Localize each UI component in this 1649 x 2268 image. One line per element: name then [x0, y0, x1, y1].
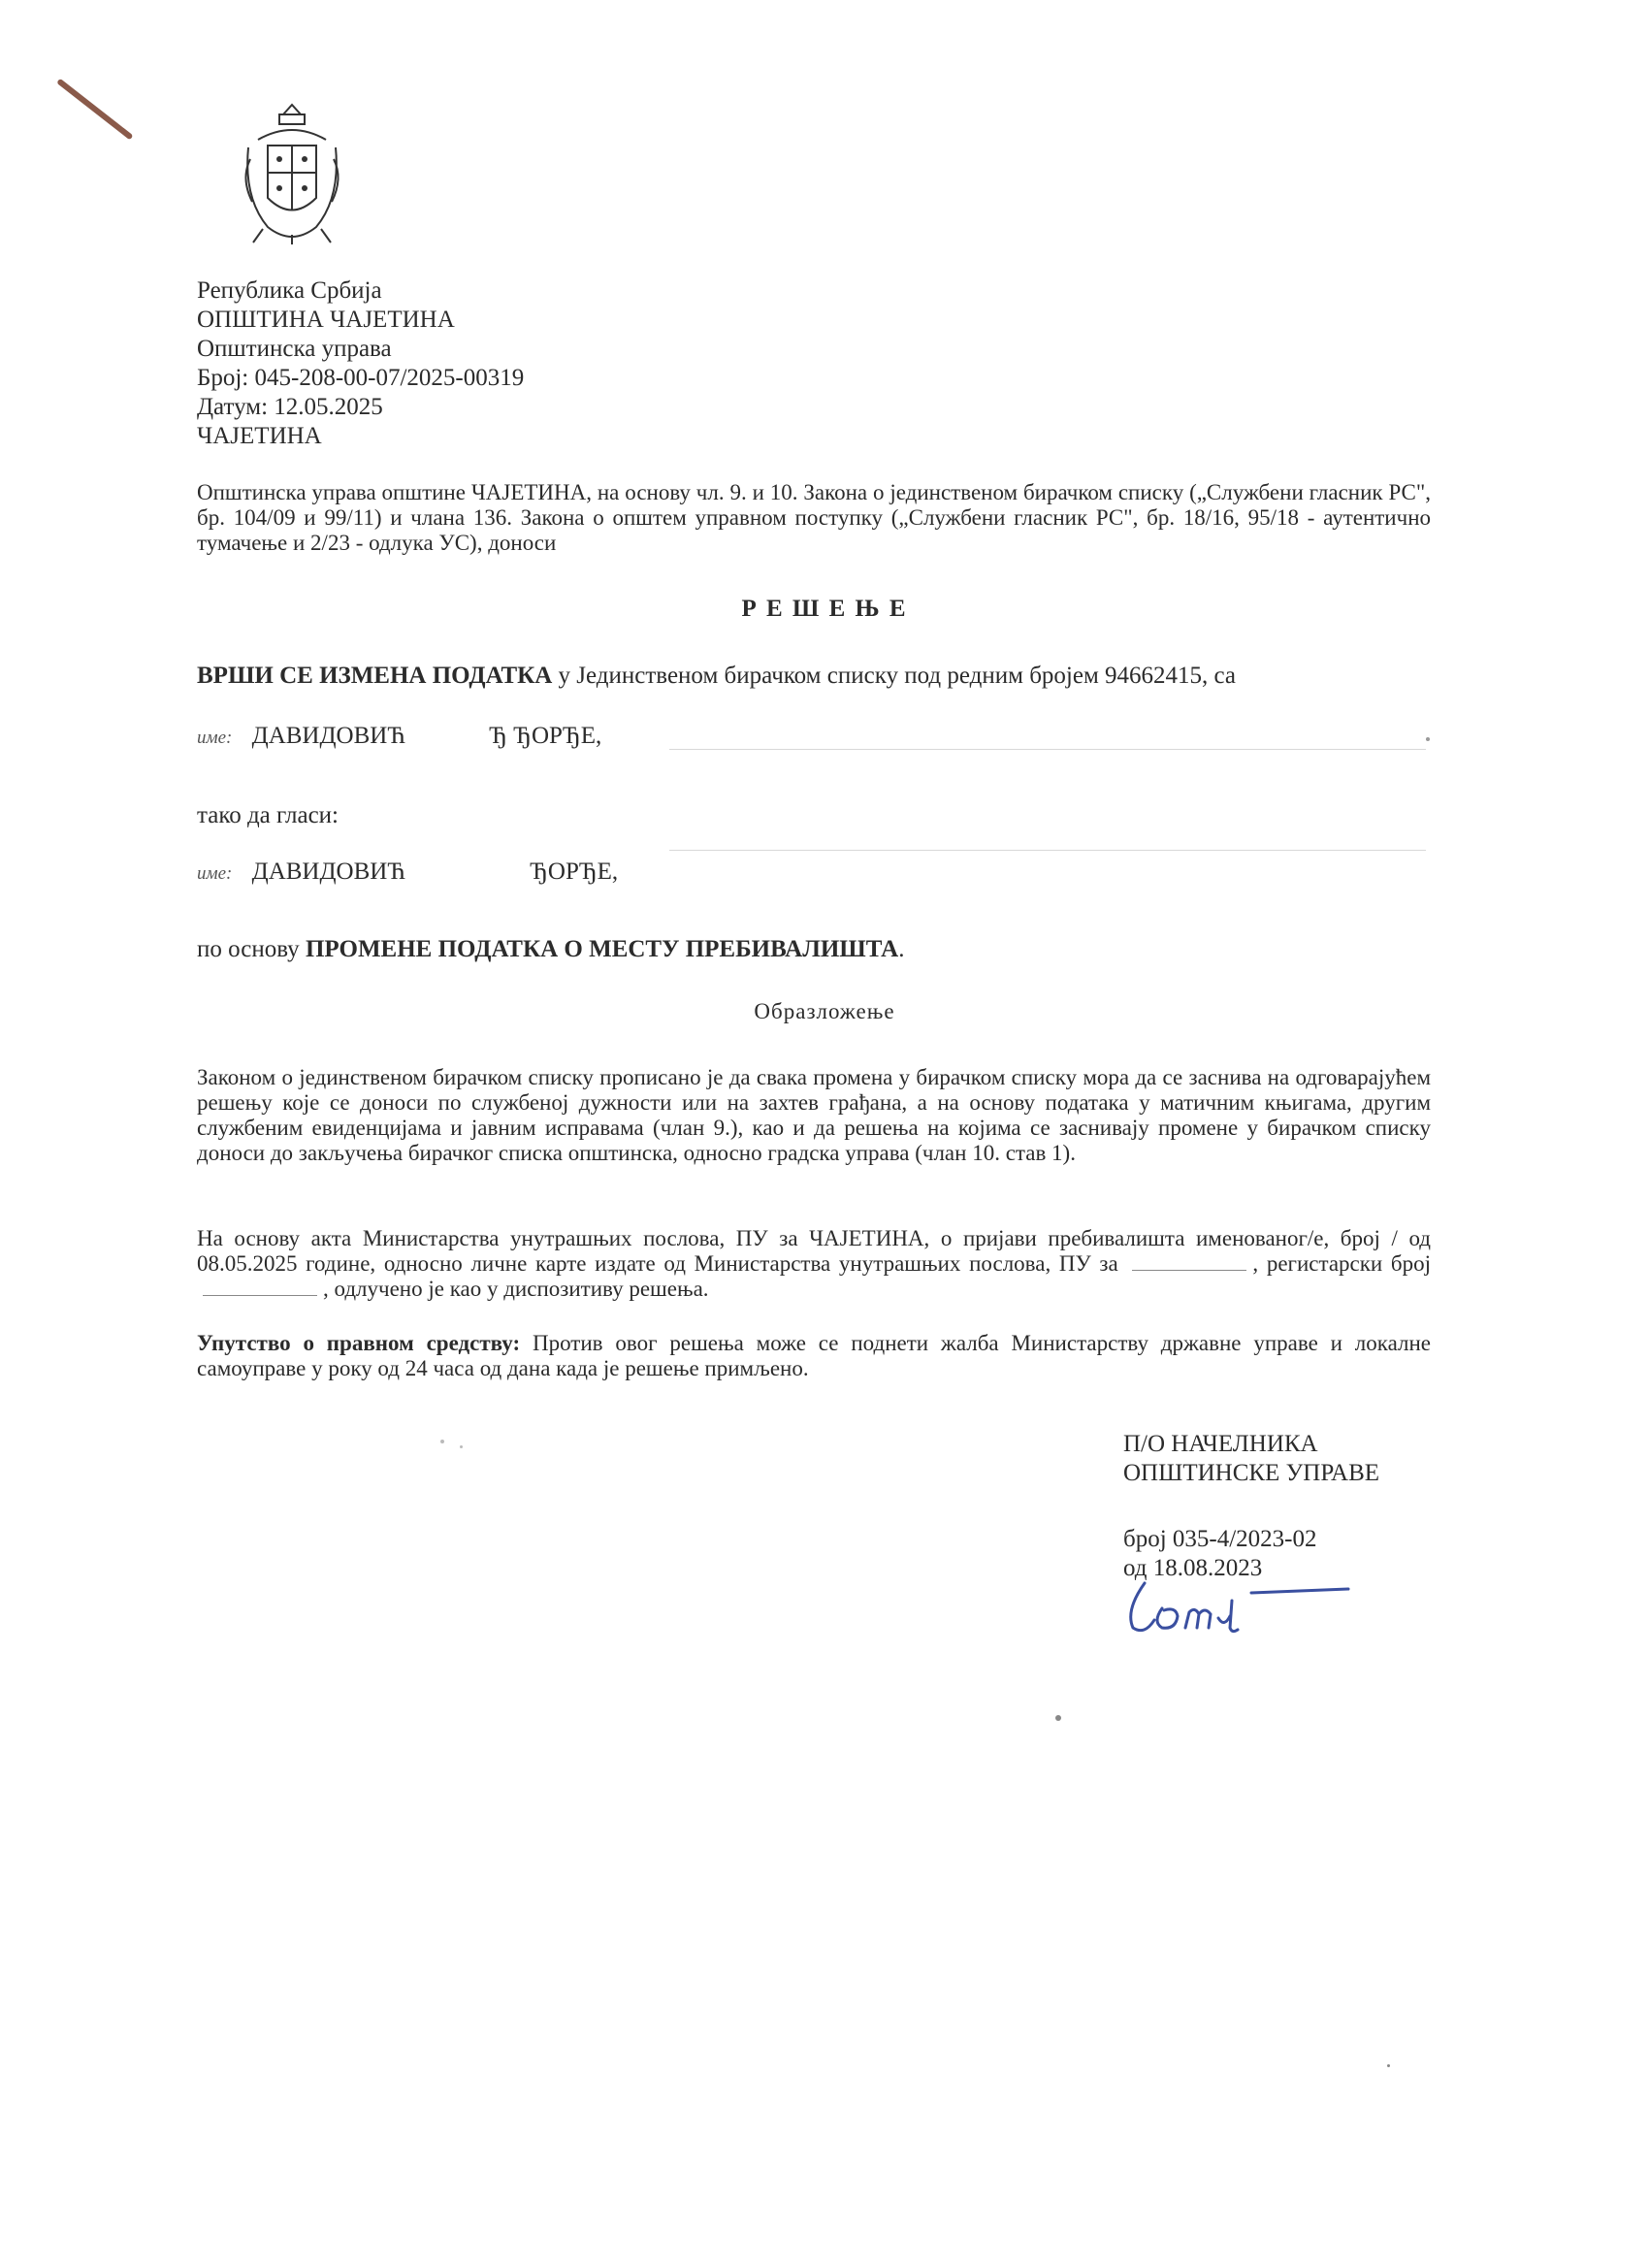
header-date: Датум: 12.05.2025 [197, 394, 383, 420]
reasoning-paragraph-2 [197, 1226, 1431, 1302]
signature-ref-number: број 035-4/2023-02 [1123, 1526, 1317, 1552]
scan-speck [440, 1440, 444, 1443]
p2-part-d: , одлучено је као у диспозитиву решења. [323, 1277, 709, 1301]
record-after-surname: ДАВИДОВИЋ [251, 859, 405, 885]
decision-title: Р Е Ш Е Њ Е [741, 596, 908, 622]
header-republic: Република Србија [197, 277, 382, 304]
basis-suffix: . [898, 936, 905, 962]
record-before-surname: ДАВИДОВИЋ [251, 723, 405, 749]
header-number: Број: 045-208-00-07/2025-00319 [197, 365, 525, 391]
preamble: Општинска управа општине ЧАЈЕТИНА, на основу чл. 9. и 10. Закона о јединственом бирачком списку („Службени гласник РС", бр. 104/09 и 99/11) и члана 136. Закона о општем управном поступку („Службени гласник РС", бр. 18/16, 95/18 - аутентично тумачење и 2/23 - одлука УС), доноси [197, 480, 1431, 555]
scan-mark [56, 79, 133, 141]
signature-ref-date: од 18.08.2023 [1123, 1555, 1263, 1581]
document-header [197, 276, 524, 451]
scan-speck [460, 1445, 463, 1448]
record-before [197, 722, 601, 753]
legal-remedy-bold: Упутство о правном средству: [197, 1331, 521, 1355]
decision-statement [197, 662, 1236, 691]
so-reads-label: тако да гласи: [197, 802, 339, 828]
decision-rest: у Јединственом бирачком списку под редним бројем 94662415, са [552, 663, 1237, 689]
record-after [197, 858, 618, 889]
basis-prefix: по основу [197, 936, 306, 962]
header-place: ЧАЈЕТИНА [197, 423, 322, 449]
decision-bold: ВРШИ СЕ ИЗМЕНА ПОДАТКА [197, 663, 553, 689]
serbia-coat-of-arms-icon [239, 101, 345, 246]
decision-basis [197, 935, 904, 964]
record-before-given: Ђ ЂОРЂЕ, [489, 723, 602, 749]
signature-line-2: ОПШТИНСКЕ УПРАВЕ [1123, 1460, 1380, 1486]
record-after-given: ЂОРЂЕ, [530, 859, 619, 885]
legal-remedy-rest: Против овог решења може се поднети жалба Министарству државне управе и локалне самоуправе у року од 24 часа од дана када је решење примљено. [197, 1331, 1431, 1380]
reasoning-paragraph-1: Законом о јединственом бирачком списку прописано је да свака промена у бирачком списку мора да се заснива на одговарајућем решењу које се доноси по службеној дужности или на захтев грађана, а на основу података у матичним књигама, другим службеним евиденцијама и јавним исправама (члан 9.), као и да решења на којима се заснивају промене у бирачком списку доноси до закључења бирачког списка општинска, односно градска управа (члан 10. став 1). [197, 1065, 1431, 1165]
header-municipality: ОПШТИНА ЧАЈЕТИНА [197, 307, 455, 333]
scan-speck [1426, 737, 1430, 741]
scan-speck [1055, 1715, 1061, 1721]
scan-speck [1387, 2064, 1390, 2067]
redaction-faint-line-2 [669, 850, 1426, 851]
basis-bold: ПРОМЕНЕ ПОДАТКА О МЕСТУ ПРЕБИВАЛИШТА [305, 936, 899, 962]
signature-block [1123, 1430, 1379, 1583]
redacted-blank-1 [1132, 1252, 1246, 1271]
p2-part-b: / од 08.05.2025 године, односно личне карте издате од Министарства унутрашњих послова, ПУ за [197, 1226, 1431, 1276]
handwritten-signature-icon [1106, 1571, 1358, 1639]
signature-line-1: П/О НАЧЕЛНИКА [1123, 1431, 1318, 1457]
p2-part-a: На основу акта Министарства унутрашњих послова, ПУ за ЧАЈЕТИНА, о пријави пребивалишта именованог/е, број [197, 1226, 1380, 1250]
p2-part-c: , регистарски број [1252, 1251, 1432, 1276]
legal-remedy [197, 1331, 1431, 1381]
header-administration: Општинска управа [197, 336, 392, 362]
redacted-blank-2 [203, 1278, 317, 1296]
redaction-faint-line [669, 749, 1426, 750]
record-before-label: име: [197, 728, 233, 748]
record-after-label: име: [197, 863, 233, 884]
reasoning-title: Образложење [754, 999, 895, 1023]
